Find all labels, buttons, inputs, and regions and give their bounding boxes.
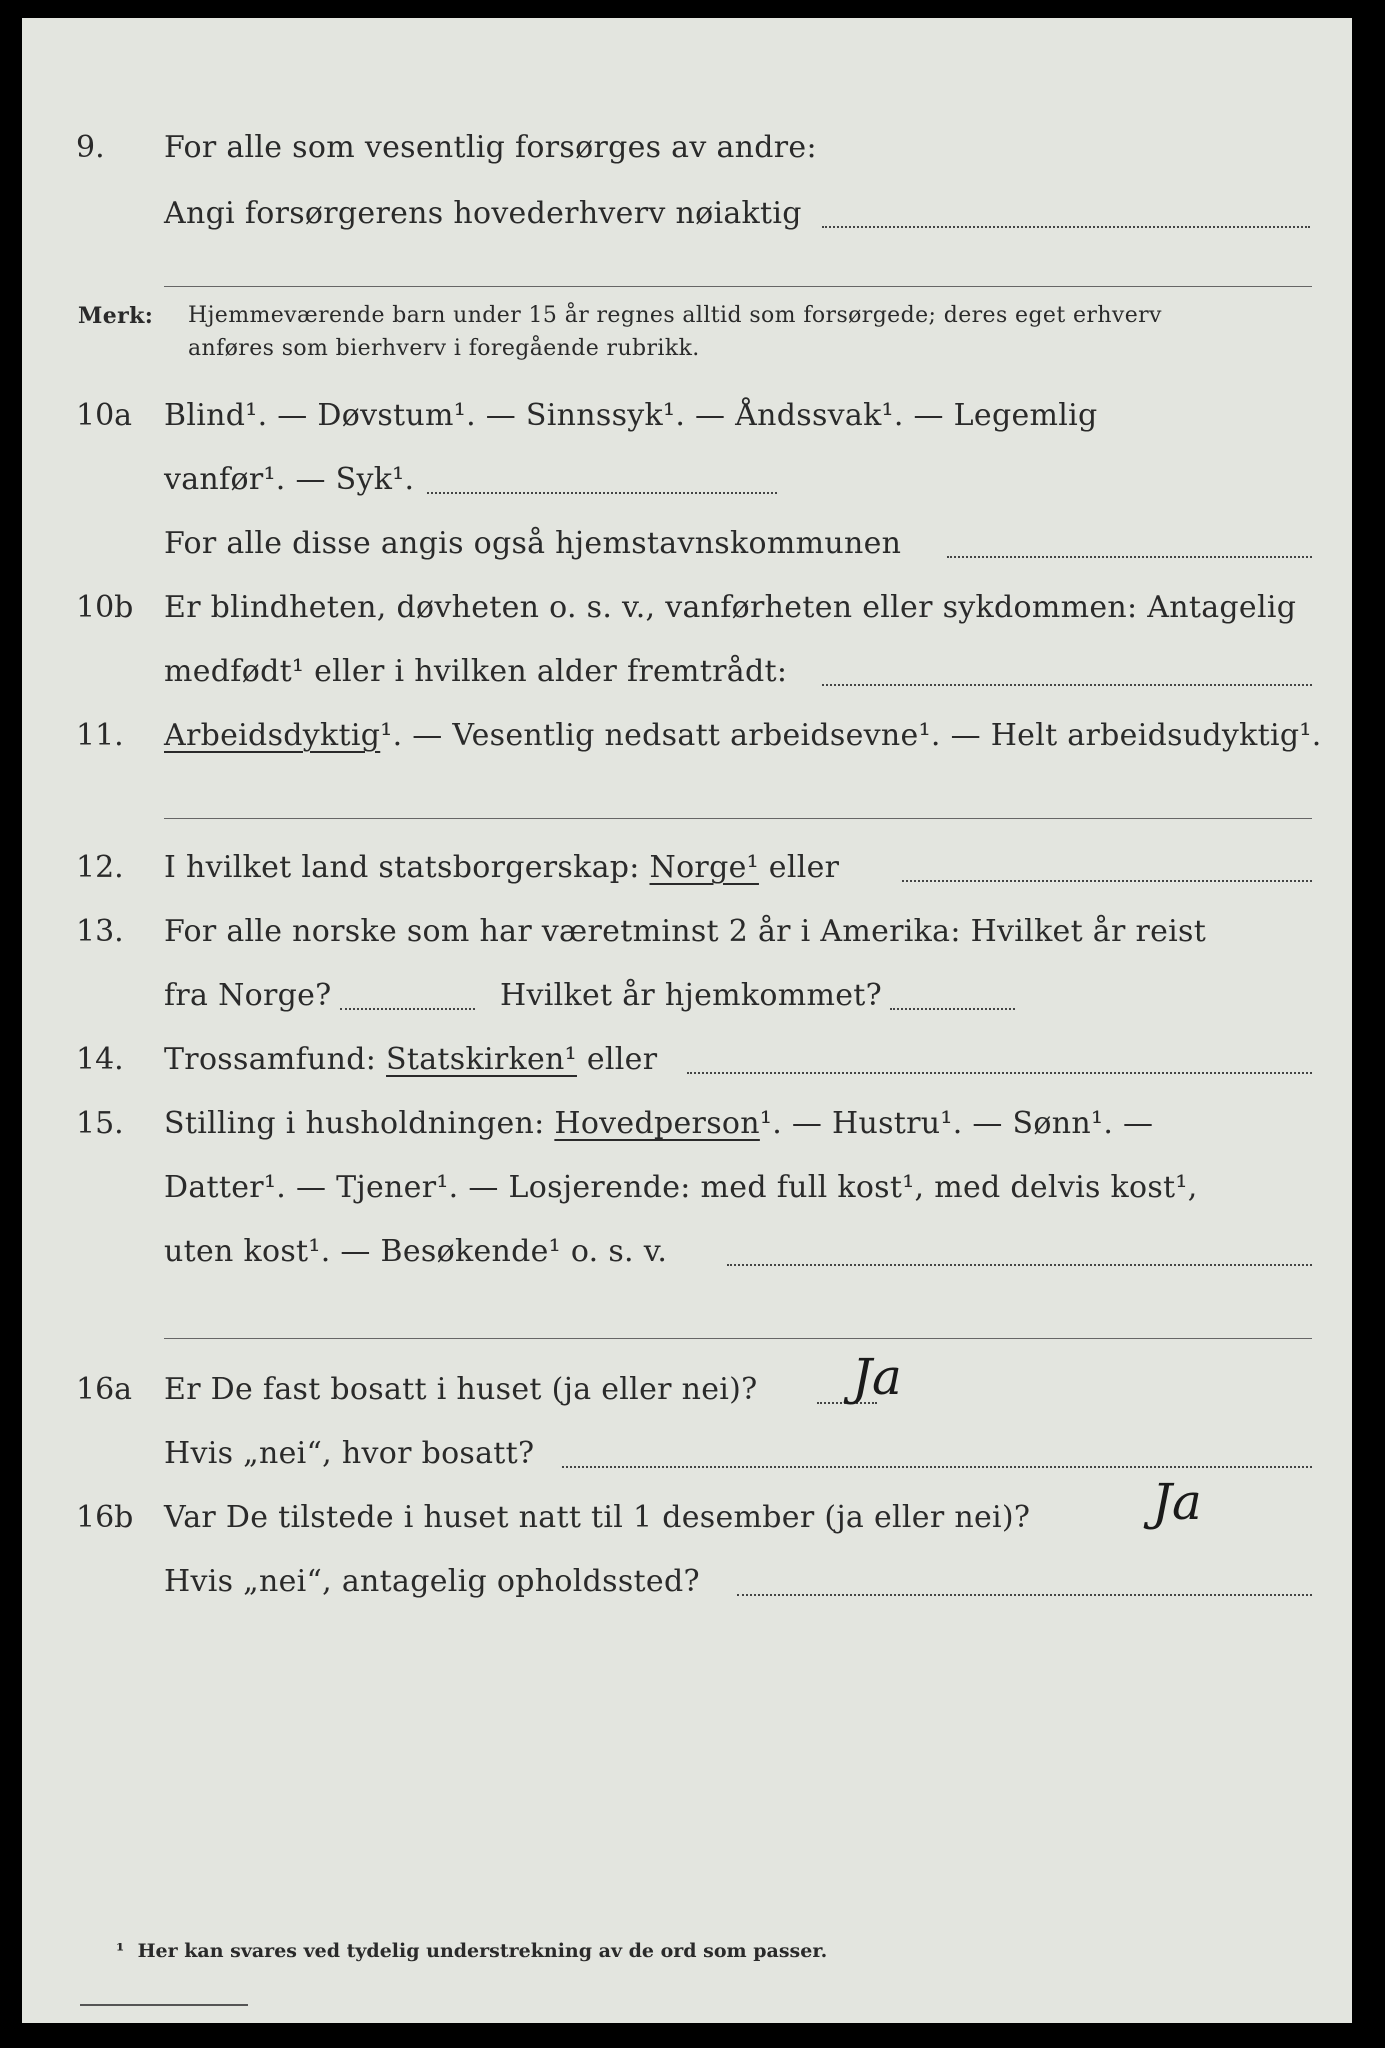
q9-line1: For alle som vesentlig forsørges av andre: bbox=[164, 130, 817, 165]
q15-after: ¹. — Hustru¹. — Sønn¹. — bbox=[759, 1106, 1154, 1141]
q10a-line3: For alle disse angis også hjemstavnskommunen bbox=[164, 526, 902, 561]
footnote-text: Her kan svares ved tydelig understrekning av de ord som passer. bbox=[137, 1940, 828, 1962]
q16a-line1: Er De fast bosatt i huset (ja eller nei)? bbox=[164, 1372, 758, 1407]
q13-line1: For alle norske som har væretminst 2 år i Amerika: Hvilket år reist bbox=[164, 914, 1207, 949]
q10a-line1: Blind¹. — Døvstum¹. — Sinnssyk¹. — Åndssvak¹. — Legemlig bbox=[164, 398, 1098, 433]
q12-after: eller bbox=[758, 850, 840, 885]
q15-underlined-option: Hovedperson bbox=[554, 1106, 760, 1141]
q13-reist-line bbox=[340, 1008, 475, 1010]
q16a-handwritten-answer: Ja bbox=[852, 1348, 902, 1406]
q15-line1 bbox=[164, 1106, 1153, 1141]
q15-line3: uten kost¹. — Besøkende¹ o. s. v. bbox=[164, 1234, 668, 1269]
q9-answer-line bbox=[822, 226, 1310, 228]
q10a-number: 10a bbox=[76, 398, 133, 433]
q13-line2a: fra Norge? bbox=[164, 978, 332, 1013]
q11-rest: ¹. — Vesentlig nedsatt arbeidsevne¹. — Helt arbeidsudyktig¹. bbox=[380, 718, 1322, 753]
q9-number: 9. bbox=[76, 130, 105, 165]
q12-underlined-option: Norge¹ bbox=[649, 850, 759, 885]
q16b-number: 16b bbox=[76, 1500, 134, 1535]
q13-line2b: Hvilket år hjemkommet? bbox=[500, 978, 883, 1013]
q12-answer-line bbox=[902, 880, 1312, 882]
q15-number: 15. bbox=[76, 1106, 124, 1141]
q10a-answer-line bbox=[427, 492, 777, 494]
merk-label: Merk: bbox=[78, 303, 154, 329]
q10b-answer-line bbox=[822, 684, 1312, 686]
q15-before: Stilling i husholdningen: bbox=[164, 1106, 555, 1141]
q13-number: 13. bbox=[76, 914, 124, 949]
q15-answer-line bbox=[727, 1264, 1312, 1266]
q11-number: 11. bbox=[76, 718, 124, 753]
q11-underlined-option: Arbeidsdyktig bbox=[164, 718, 381, 753]
q16b-opholdssted-line bbox=[737, 1594, 1312, 1596]
q10b-line1: Er blindheten, døvheten o. s. v., vanførheten eller sykdommen: Antagelig bbox=[164, 590, 1297, 625]
footnote-mark: ¹ bbox=[116, 1940, 125, 1962]
q16b-handwritten-answer: Ja bbox=[1152, 1473, 1202, 1531]
q9-line2: Angi forsørgerens hovederhverv nøiaktig bbox=[164, 196, 802, 231]
q10b-line2: medfødt¹ eller i hvilken alder fremtrådt: bbox=[164, 654, 788, 689]
q11-text bbox=[164, 718, 1322, 753]
q10a-hjemstavn-line bbox=[947, 556, 1312, 558]
census-form-page bbox=[22, 18, 1352, 2023]
q9-answer-line-2 bbox=[164, 286, 1312, 287]
merk-line2: anføres som bierhverv i foregående rubrikk. bbox=[188, 336, 700, 361]
q15-line2: Datter¹. — Tjener¹. — Losjerende: med full kost¹, med delvis kost¹, bbox=[164, 1170, 1198, 1205]
q10a-line2: vanfør¹. — Syk¹. bbox=[164, 462, 415, 497]
q16b-line1: Var De tilstede i huset natt til 1 desember (ja eller nei)? bbox=[164, 1500, 1031, 1535]
merk-line1: Hjemmeværende barn under 15 år regnes alltid som forsørgede; deres eget erhverv bbox=[188, 303, 1162, 328]
q16a-bosatt-line bbox=[562, 1466, 1312, 1468]
q14-before: Trossamfund: bbox=[164, 1042, 387, 1077]
q12-number: 12. bbox=[76, 850, 124, 885]
q14-text bbox=[164, 1042, 657, 1077]
q13-hjemkommet-line bbox=[890, 1008, 1015, 1010]
footnote-divider bbox=[80, 2004, 248, 2006]
q10b-number: 10b bbox=[76, 590, 134, 625]
q11-answer-line bbox=[164, 818, 1312, 819]
footnote bbox=[116, 1940, 827, 1962]
q16a-line2: Hvis „nei“, hvor bosatt? bbox=[164, 1436, 535, 1471]
q14-after: eller bbox=[576, 1042, 658, 1077]
q14-number: 14. bbox=[76, 1042, 124, 1077]
q16a-number: 16a bbox=[76, 1372, 133, 1407]
q15-answer-line-2 bbox=[164, 1338, 1312, 1339]
q14-answer-line bbox=[687, 1072, 1312, 1074]
q12-before: I hvilket land statsborgerskap: bbox=[164, 850, 650, 885]
q16b-line2: Hvis „nei“, antagelig opholdssted? bbox=[164, 1564, 700, 1599]
q12-text bbox=[164, 850, 839, 885]
q14-underlined-option: Statskirken¹ bbox=[386, 1042, 577, 1077]
